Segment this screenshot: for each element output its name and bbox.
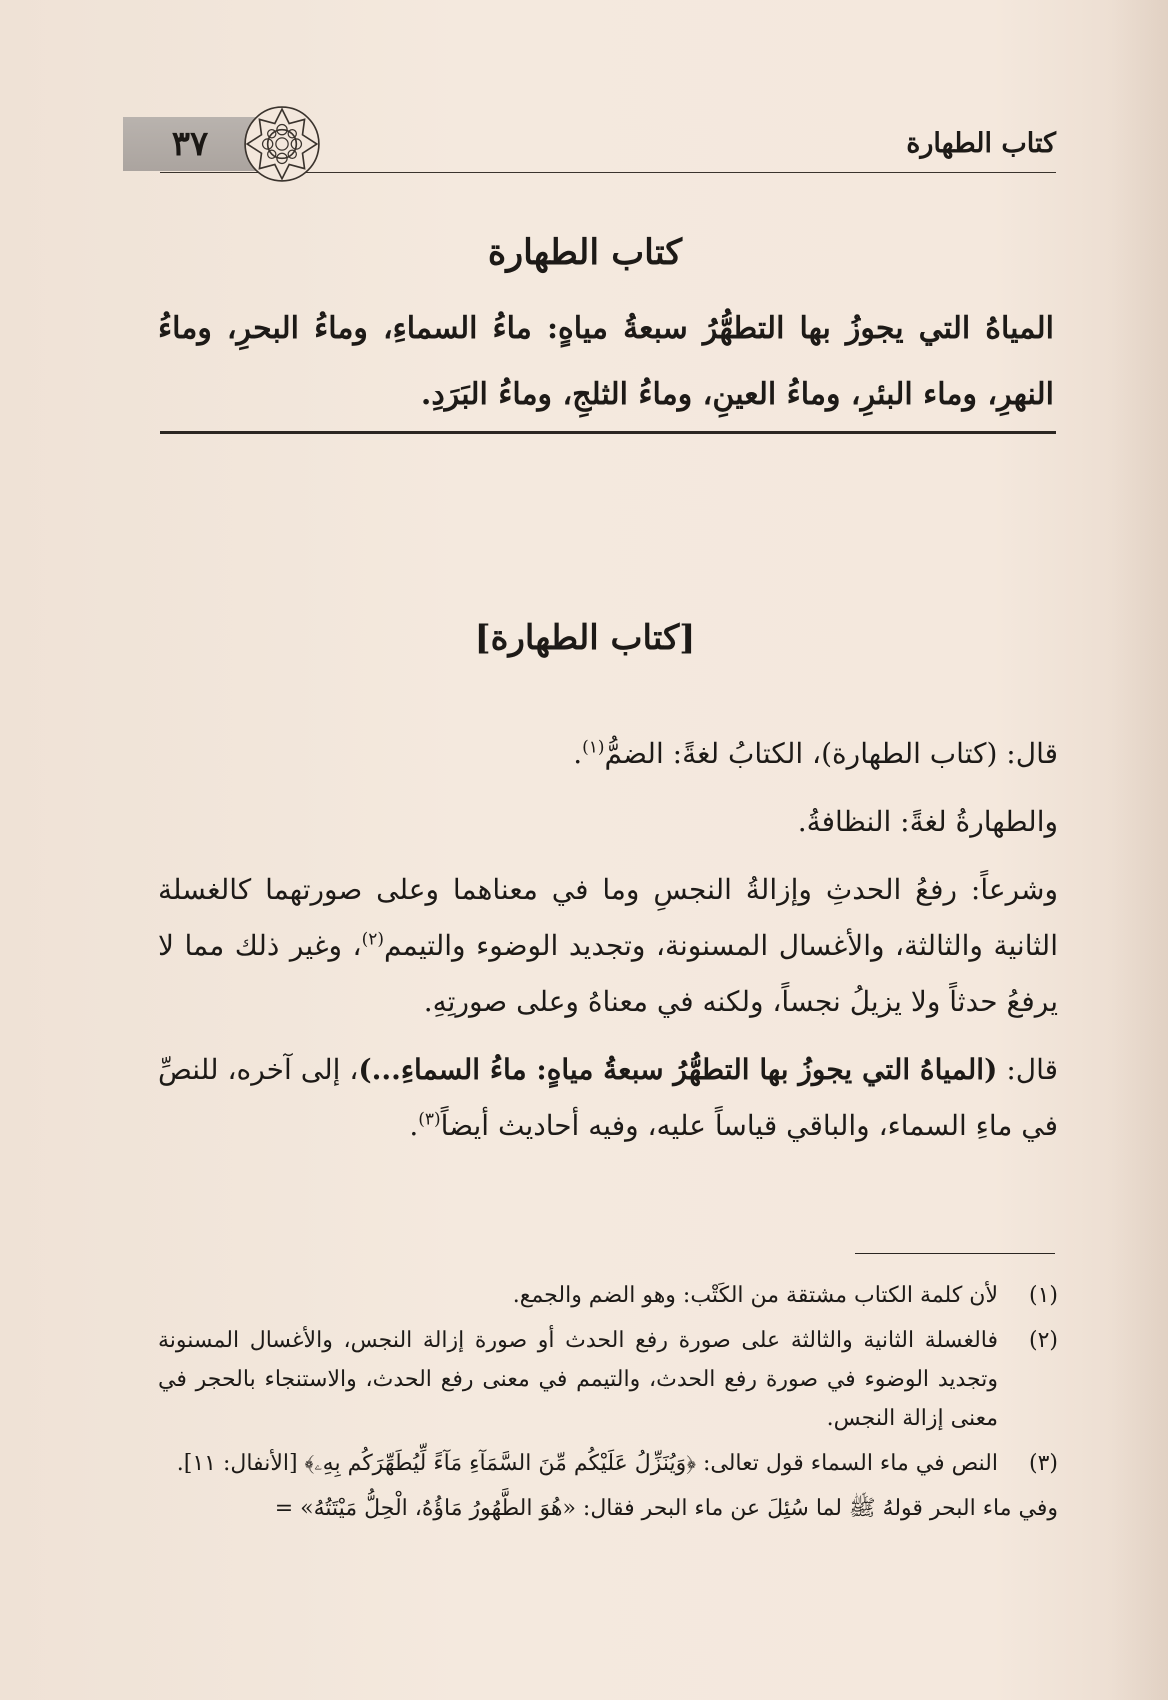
commentary-paragraph-3 <box>158 862 1058 1030</box>
footnote-ref-1[interactable]: (١) <box>582 737 605 758</box>
footnote-number: (٣) <box>1028 1451 1058 1476</box>
footnotes <box>158 1276 1058 1528</box>
matn-quote: (المياهُ التي يجوزُ بها التطهُّرُ سبعةُ مياهٍ: ماءُ السماءِ...) <box>358 1053 998 1086</box>
footnote-text: فالغسلة الثانية والثالثة على صورة رفع الحدث أو صورة إزالة النجس، والأغسال المسنونة وتجديد الوضوء في صورة رفع الحدث، والتيمم في معنى رفع الحدث، والاستنجاء بالحجر في معنى إزالة النجس. <box>158 1328 998 1431</box>
footnote-text: لأن كلمة الكتاب مشتقة من الكَتْب: وهو الضم والجمع. <box>512 1283 998 1308</box>
commentary-title: [كتاب الطهارة] <box>474 618 696 658</box>
footnote-ref-3[interactable]: (٣) <box>418 1109 441 1130</box>
footnote-number: (١) <box>1028 1283 1058 1308</box>
page-number: ٣٧ <box>171 124 209 164</box>
footnote-item <box>158 1276 1058 1315</box>
commentary-text: والطهارةُ لغةً: النظافةُ. <box>797 805 1058 838</box>
page-edge-shadow <box>1108 0 1168 1700</box>
footnote-item <box>158 1321 1058 1438</box>
commentary-text-end: . <box>573 737 583 770</box>
matn-text: المياهُ التي يجوزُ بها التطهُّرُ سبعةُ مياهٍ: ماءُ السماءِ، وماءُ البحرِ، وماءُ النهرِ، وماء البئرِ، وماءُ العينِ، وماءُ الثلجِ، وماءُ البَرَدِ. <box>158 311 1054 412</box>
footnote-continuation: وفي ماء البحر قولهُ ﷺ لما سُئِلَ عن ماء البحر فقال: «هُوَ الطَّهُورُ مَاؤُهُ، الْحِلُّ مَيْتَتُهُ» = <box>274 1496 1058 1521</box>
commentary-text: وشرعاً: رفعُ الحدثِ وإزالةُ النجسِ وما في معناهما وعلى صورتهما كالغسلة الثانية والثالثة، والأغسال المسنونة، وتجديد الوضوء والتيمم <box>158 873 1059 962</box>
running-title: كتاب الطهارة <box>906 128 1056 159</box>
rosette-ornament-icon <box>241 103 323 185</box>
commentary-body <box>158 726 1058 1166</box>
commentary-paragraph-1 <box>158 726 1058 782</box>
commentary-text: ، إلى آخره، للنصِّ في ماءِ السماء، والباقي قياساً عليه، وفيه أحاديث أيضاً <box>158 1053 1058 1142</box>
footnote-text: النص في ماء السماء قول تعالى: ﴿وَيُنَزِّلُ عَلَيْكُم مِّنَ السَّمَآءِ مَآءً لِّيُطَهِّرَكُم بِهِۦ﴾ [الأنفال: ١١]. <box>176 1451 998 1476</box>
commentary-text-continued: ، وغير ذلك مما لا يرفعُ حدثاً ولا يزيلُ نجساً، ولكنه في معناهُ وعلى صورتِهِ. <box>158 929 1058 1018</box>
footnote-number: (٢) <box>1028 1328 1058 1353</box>
commentary-intro: قال: <box>1006 1053 1059 1086</box>
commentary-text-end: . <box>409 1109 419 1142</box>
footnote-separator <box>855 1253 1055 1254</box>
matn-title: كتاب الطهارة <box>487 232 683 273</box>
commentary-text: قال: (كتاب الطهارة)، الكتابُ لغةً: الضمُّ <box>604 737 1058 770</box>
footnote-ref-2[interactable]: (٢) <box>361 929 384 950</box>
matn-separator <box>160 431 1056 434</box>
footnote-item <box>158 1444 1058 1483</box>
commentary-paragraph-4 <box>158 1042 1058 1154</box>
commentary-paragraph-2 <box>158 794 1058 850</box>
